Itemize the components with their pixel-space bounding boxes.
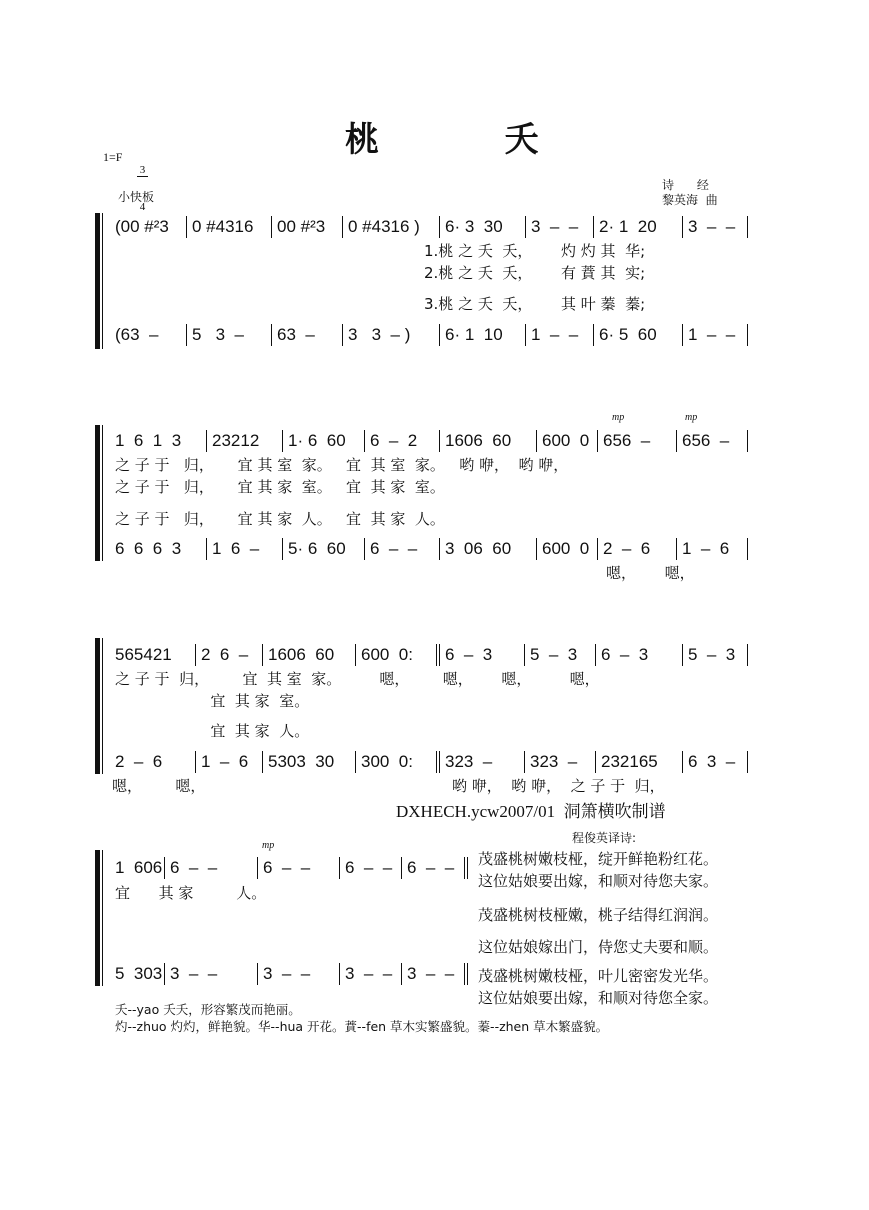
transcriber-credit: DXHECH.ycw2007/01 洞箫横吹制谱 xyxy=(396,802,666,821)
measure: 600 0 xyxy=(537,430,598,452)
measure: 3 3 – ) xyxy=(343,324,440,346)
measure: 5 303 xyxy=(110,963,165,985)
translation-line: 茂盛桃树枝桠嫩，桃子结得红润润。 xyxy=(478,906,719,924)
time-signature-top: 3 xyxy=(137,164,148,177)
measure: 2· 1 20 xyxy=(594,216,683,238)
measure: 3 06 60 xyxy=(440,538,537,560)
measure: 3 – – xyxy=(526,216,594,238)
measure: 1 – 6 xyxy=(196,751,263,773)
measure: 6· 5 60 xyxy=(594,324,683,346)
measure: 323 – xyxy=(525,751,596,773)
measure: 600 0: xyxy=(356,644,440,666)
measure: 6 – 3 xyxy=(440,644,525,666)
measure: (63 – xyxy=(110,324,187,346)
measure: 5 – 3 xyxy=(683,644,748,666)
measure: 600 0 xyxy=(537,538,598,560)
translation-line: 这位姑娘要出嫁，和顺对待您全家。 xyxy=(478,989,719,1007)
system-bracket xyxy=(95,213,100,349)
measure: 6 – – xyxy=(402,857,468,879)
lyric-line: 之 子 于 归， 宜 其 室 家。 宜 其 室 家。 哟 咿， 哟 咿， xyxy=(115,456,569,474)
translation-line: 茂盛桃树嫩枝桠，绽开鲜艳粉红花。 xyxy=(478,850,719,868)
measure: 5· 6 60 xyxy=(283,538,365,560)
tempo-marking: 小快板 xyxy=(118,190,155,204)
measure: 6 3 – xyxy=(683,751,748,773)
annotation-line: 夭--yao 夭夭，形容繁茂而艳丽。 xyxy=(115,1002,301,1017)
system-bracket xyxy=(95,638,100,774)
lyric-line: 之 子 于 归， 宜 其 室 家。 嗯， 嗯， 嗯， 嗯， xyxy=(115,670,600,688)
song-title: 桃 夭 xyxy=(345,120,573,160)
measure: 5 – 3 xyxy=(525,644,596,666)
measure: 6 – 2 xyxy=(365,430,440,452)
measure: 6 – – xyxy=(365,538,440,560)
lyric-line: 嗯， 嗯， xyxy=(112,777,206,795)
key-signature: 1=F xyxy=(103,150,123,164)
measure: 6· 3 30 xyxy=(440,216,526,238)
measure: 1 606 xyxy=(110,857,165,879)
time-signature-bottom: 4 xyxy=(139,201,146,213)
measure: 5303 30 xyxy=(263,751,356,773)
dynamic-mark: mp xyxy=(262,840,275,851)
translation-heading: 程俊英译诗: xyxy=(572,831,637,845)
measure: 2 – 6 xyxy=(598,538,677,560)
measure: 2 6 – xyxy=(196,644,263,666)
measure: 23212 xyxy=(207,430,283,452)
measure: (00 #²3 xyxy=(110,216,187,238)
measure: 3 – – xyxy=(165,963,258,985)
measure: 00 #²3 xyxy=(272,216,343,238)
measure: 1· 6 60 xyxy=(283,430,365,452)
translation-line: 这位姑娘嫁出门，侍您丈夫要和顺。 xyxy=(478,938,719,956)
lyric-line: 之 子 于 归， 宜 其 家 室。 宜 其 家 室。 xyxy=(115,478,445,496)
system-bracket xyxy=(95,425,100,561)
measure: 1 6 – xyxy=(207,538,283,560)
composer-credit: 黎英海 曲 xyxy=(662,193,718,207)
measure: 1 – 6 xyxy=(677,538,748,560)
measure: 3 – – xyxy=(258,963,340,985)
measure: 0 #4316 xyxy=(187,216,272,238)
measure: 323 – xyxy=(440,751,525,773)
measure: 1 6 1 3 xyxy=(110,430,207,452)
measure: 5 3 – xyxy=(187,324,272,346)
lyric-line: 2.桃 之 夭 夭， 有 蕡 其 实; xyxy=(424,264,646,282)
measure: 0 #4316 ) xyxy=(343,216,440,238)
translation-line: 茂盛桃树嫩枝桠，叶儿密密发光华。 xyxy=(478,967,719,985)
measure: 565421 xyxy=(110,644,196,666)
measure: 1 – – xyxy=(683,324,748,346)
measure: 1606 60 xyxy=(440,430,537,452)
measure: 3 – – xyxy=(402,963,468,985)
system-bracket xyxy=(95,850,100,986)
lyric-line: 嗯， 嗯， xyxy=(606,564,695,582)
lyric-line: 3.桃 之 夭 夭， 其 叶 蓁 蓁; xyxy=(424,295,646,313)
lyric-line: 1.桃 之 夭 夭， 灼 灼 其 华; xyxy=(424,242,646,260)
lyric-line: 宜 其 家 人。 xyxy=(115,722,310,740)
measure: 63 – xyxy=(272,324,343,346)
dynamic-mark: mp xyxy=(612,412,625,423)
measure: 6 – – xyxy=(258,857,340,879)
measure: 6· 1 10 xyxy=(440,324,526,346)
measure: 2 – 6 xyxy=(110,751,196,773)
translation-line: 这位姑娘要出嫁，和顺对待您夫家。 xyxy=(478,872,719,890)
lyric-line: 之 子 于 归， 宜 其 家 人。 宜 其 家 人。 xyxy=(115,510,445,528)
lyric-line: 哟 咿， 哟 咿， 之 子 于 归， xyxy=(452,777,665,795)
measure: 1 – – xyxy=(526,324,594,346)
measure: 1606 60 xyxy=(263,644,356,666)
annotation-line: 灼--zhuo 灼灼，鲜艳貌。华--hua 开花。蕡--fen 草木实繁盛貌。蓁--zhen 草木繁盛貌。 xyxy=(115,1019,609,1034)
measure: 3 – – xyxy=(340,963,402,985)
dynamic-mark: mp xyxy=(685,412,698,423)
measure: 656 – xyxy=(677,430,748,452)
lyric-line: 宜 其 家 室。 xyxy=(115,692,310,710)
measure: 300 0: xyxy=(356,751,440,773)
lyric-source: 诗 经 xyxy=(662,178,709,192)
measure: 656 – xyxy=(598,430,677,452)
measure: 232165 xyxy=(596,751,683,773)
measure: 3 – – xyxy=(683,216,748,238)
measure: 6 – – xyxy=(165,857,258,879)
lyric-line: 宜 其 家 人。 xyxy=(115,884,267,902)
measure: 6 6 6 3 xyxy=(110,538,207,560)
measure: 6 – 3 xyxy=(596,644,683,666)
measure: 6 – – xyxy=(340,857,402,879)
